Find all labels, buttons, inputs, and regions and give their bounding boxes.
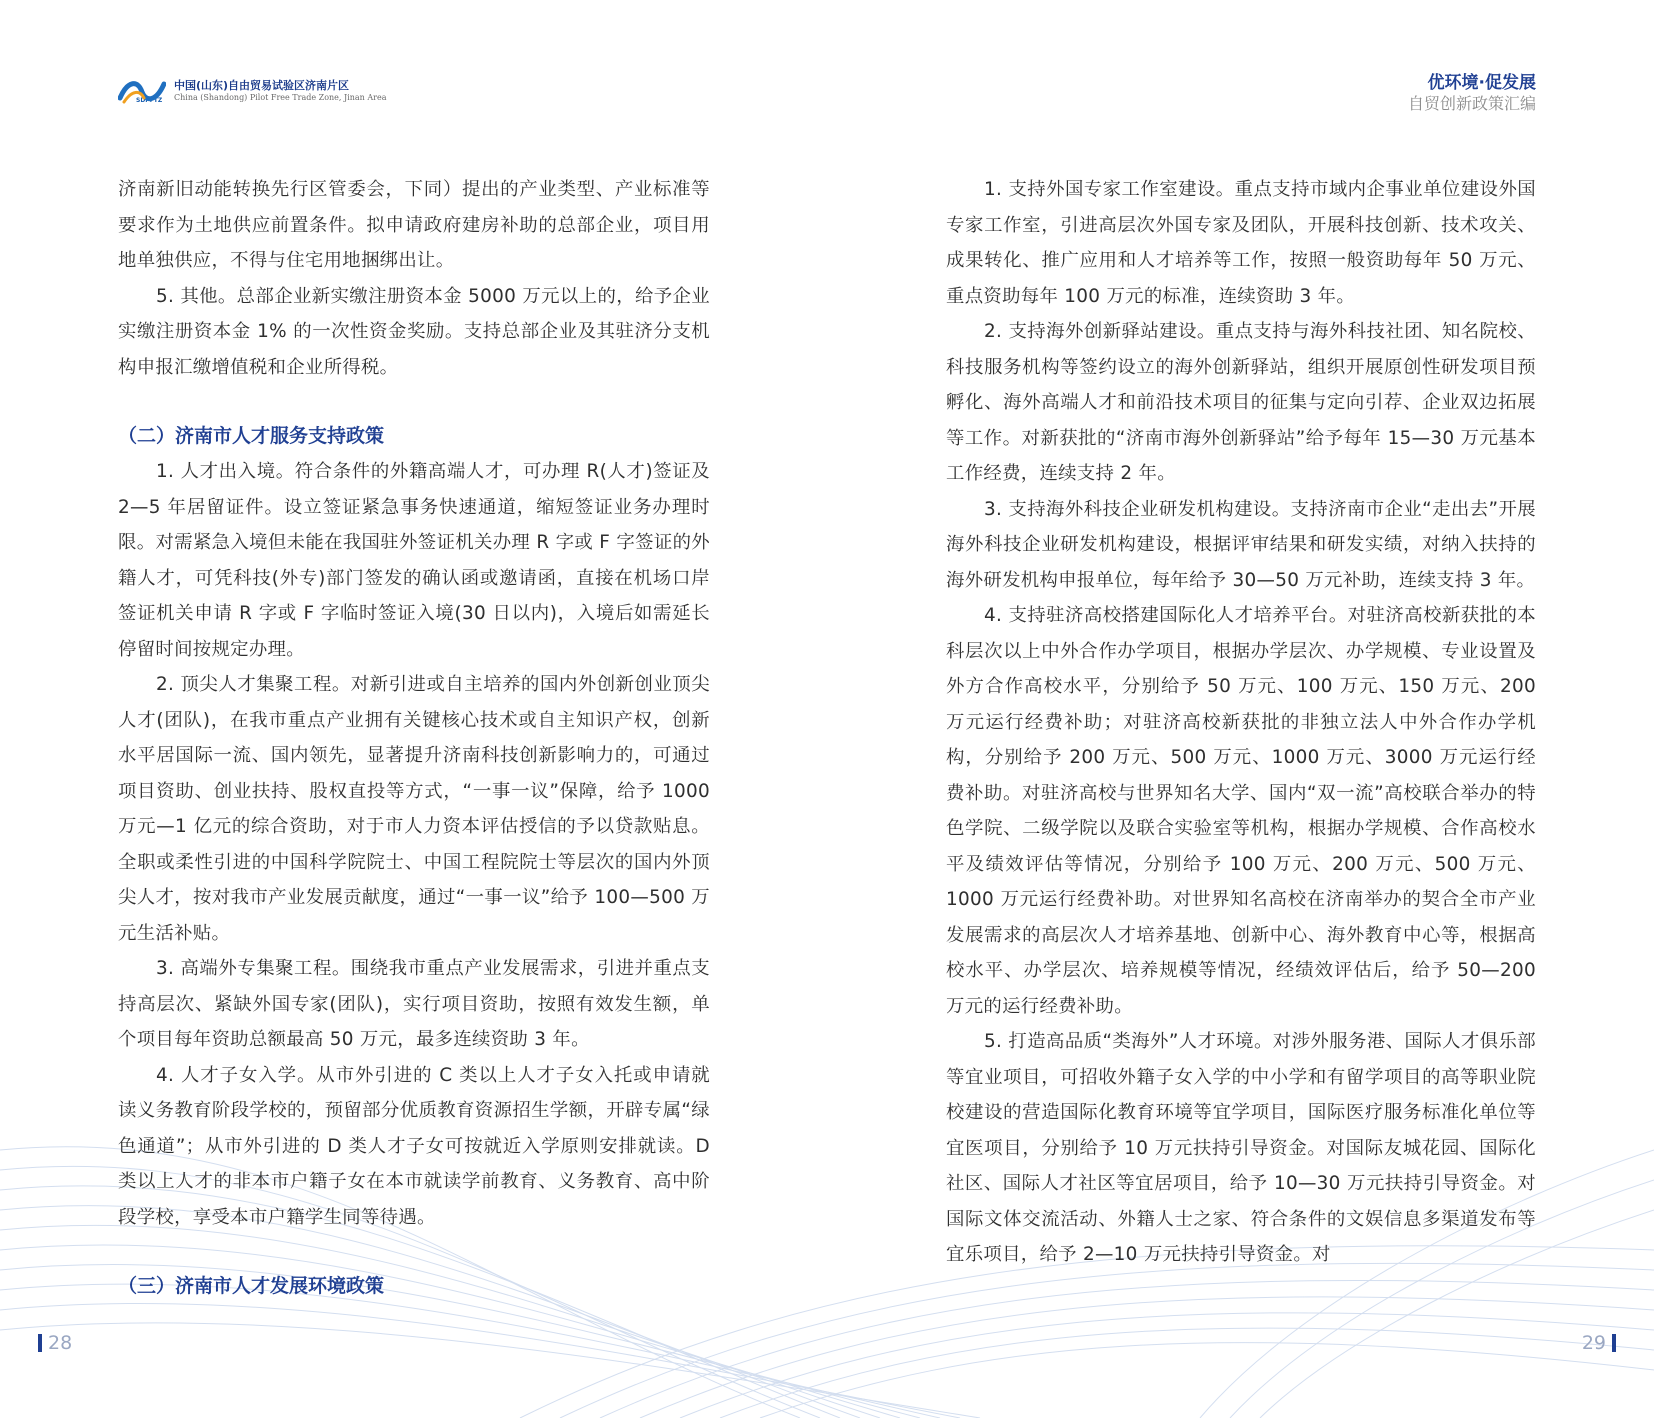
page-marker-bar xyxy=(38,1334,42,1352)
header-subtitle: 自贸创新政策汇编 xyxy=(1407,94,1536,113)
logo-english-name: China (Shandong) Pilot Free Trade Zone, Jinan Area xyxy=(174,93,387,102)
paragraph: 3. 高端外专集聚工程。围绕我市重点产业发展需求，引进并重点支持高层次、紧缺外国专家(团队)，实行项目资助，按照有效发生额，单个项目每年资助总额最高 50 万元，最多连续资助 3 年。 xyxy=(118,958,710,1050)
paragraph: 1. 人才出入境。符合条件的外籍高端人才，可办理 R(人才)签证及 2—5 年居留证件。设立签证紧急事务快速通道，缩短签证业务办理时限。对需紧急入境但未能在我国驻外签证机关办理 R 字或 F 字签证的外籍人才，可凭科技(外专)部门签发的确认函或邀请函，直接在机场口岸签证机关申请 R 字或 F 字临时签证入境(30 日以内)，入境后如需延长停留时间按规定办理。 xyxy=(118,461,710,660)
running-header xyxy=(1408,72,1536,114)
page-number-value: 28 xyxy=(48,1332,73,1354)
section-heading: （二）济南市人才服务支持政策 xyxy=(118,425,385,447)
paragraph: 5. 其他。总部企业新实缴注册资本金 5000 万元以上的，给予企业实缴注册资本金 1% 的一次性资金奖励。支持总部企业及其驻济分支机构申报汇缴增值税和企业所得税。 xyxy=(118,285,710,378)
logo-abbreviation: SDPFTZ xyxy=(136,97,163,104)
paragraph: 1. 支持外国专家工作室建设。重点支持市域内企事业单位建设外国专家工作室，引进高层次外国专家及团队，开展科技创新、技术攻关、成果转化、推广应用和人才培养等工作，按照一般资助每年 50 万元、重点资助每年 100 万元的标准，连续资助 3 年。 xyxy=(946,179,1536,307)
logo-chinese-name: 中国(山东)自由贸易试验区济南片区 xyxy=(174,79,350,92)
page-marker-bar xyxy=(1612,1334,1616,1352)
page-number-right xyxy=(1582,1332,1616,1354)
paragraph: 济南新旧动能转换先行区管委会，下同）提出的产业类型、产业标准等要求作为土地供应前置条件。拟申请政府建房补助的总部企业，项目用地单独供应，不得与住宅用地捆绑出让。 xyxy=(118,179,710,271)
header-slogan: 优环境·促发展 xyxy=(1427,73,1536,93)
section-heading: （三）济南市人才发展环境政策 xyxy=(118,1275,385,1297)
page-number-value: 29 xyxy=(1581,1332,1606,1354)
paragraph: 4. 支持驻济高校搭建国际化人才培养平台。对驻济高校新获批的本科层次以上中外合作办学项目，根据办学层次、办学规模、专业设置及外方合作高校水平，分别给予 50 万元、100 万元、150 万元、200 万元运行经费补助；对驻济高校新获批的非独立法人中外合作办学机构，分别给予 200 万元、500 万元、1000 万元、3000 万元运行经费补助。对驻济高校与世界知名大学、国内“双一流”高校联合举办的特色学院、二级学院以及联合实验室等机构，根据办学规模、合作高校水平及绩效评估等情况，分别给予 100 万元、200 万元、500 万元、1000 万元运行经费补助。对世界知名高校在济南举办的契合全市产业发展需求的高层次人才培养基地、创新中心、海外教育中心等，根据高校水平、办学层次、培养规模等情况，经绩效评估后，给予 50—200 万元的运行经费补助。 xyxy=(946,605,1536,1017)
paragraph: 2. 支持海外创新驿站建设。重点支持与海外科技社团、知名院校、科技服务机构等签约设立的海外创新驿站，组织开展原创性研发项目预孵化、海外高端人才和前沿技术项目的征集与定向引荐、企业双边拓展等工作。对新获批的“济南市海外创新驿站”给予每年 15—30 万元基本工作经费，连续支持 2 年。 xyxy=(946,321,1536,484)
paragraph: 2. 顶尖人才集聚工程。对新引进或自主培养的国内外创新创业顶尖人才(团队)，在我市重点产业拥有关键核心技术或自主知识产权，创新水平居国际一流、国内领先，显著提升济南科技创新影响力的，可通过项目资助、创业扶持、股权直投等方式，“一事一议”保障，给予 1000 万元—1 亿元的综合资助，对于市人力资本评估授信的予以贷款贴息。全职或柔性引进的中国科学院院士、中国工程院院士等层次的国内外顶尖人才，按对我市产业发展贡献度，通过“一事一议”给予 100—500 万元生活补贴。 xyxy=(118,674,710,944)
sdpftz-logo-icon xyxy=(118,76,166,106)
right-page-body xyxy=(946,172,1536,1273)
paragraph: 4. 人才子女入学。从市外引进的 C 类以上人才子女入托或申请就读义务教育阶段学校的，预留部分优质教育资源招生学额，开辟专属“绿色通道”；从市外引进的 D 类人才子女可按就近入学原则安排就读。D 类以上人才的非本市户籍子女在本市就读学前教育、义务教育、高中阶段学校，享受本市户籍学生同等待遇。 xyxy=(118,1064,710,1228)
page-number-left xyxy=(38,1332,72,1354)
left-page-body xyxy=(118,172,710,1304)
paragraph: 5. 打造高品质“类海外”人才环境。对涉外服务港、国际人才俱乐部等宜业项目，可招收外籍子女入学的中小学和有留学项目的高等职业院校建设的营造国际化教育环境等宜学项目，国际医疗服务标准化单位等宜医项目，分别给予 10 万元扶持引导资金。对国际友城花园、国际化社区、国际人才社区等宜居项目，给予 10—30 万元扶持引导资金。对国际文体交流活动、外籍人士之家、符合条件的文娱信息多渠道发布等宜乐项目，给予 2—10 万元扶持引导资金。对 xyxy=(946,1031,1536,1265)
publisher-logo-block xyxy=(118,76,386,106)
paragraph: 3. 支持海外科技企业研发机构建设。支持济南市企业“走出去”开展海外科技企业研发机构建设，根据评审结果和研发实绩，对纳入扶持的海外研发机构申报单位，每年给予 30—50 万元补助，连续支持 3 年。 xyxy=(946,498,1536,591)
